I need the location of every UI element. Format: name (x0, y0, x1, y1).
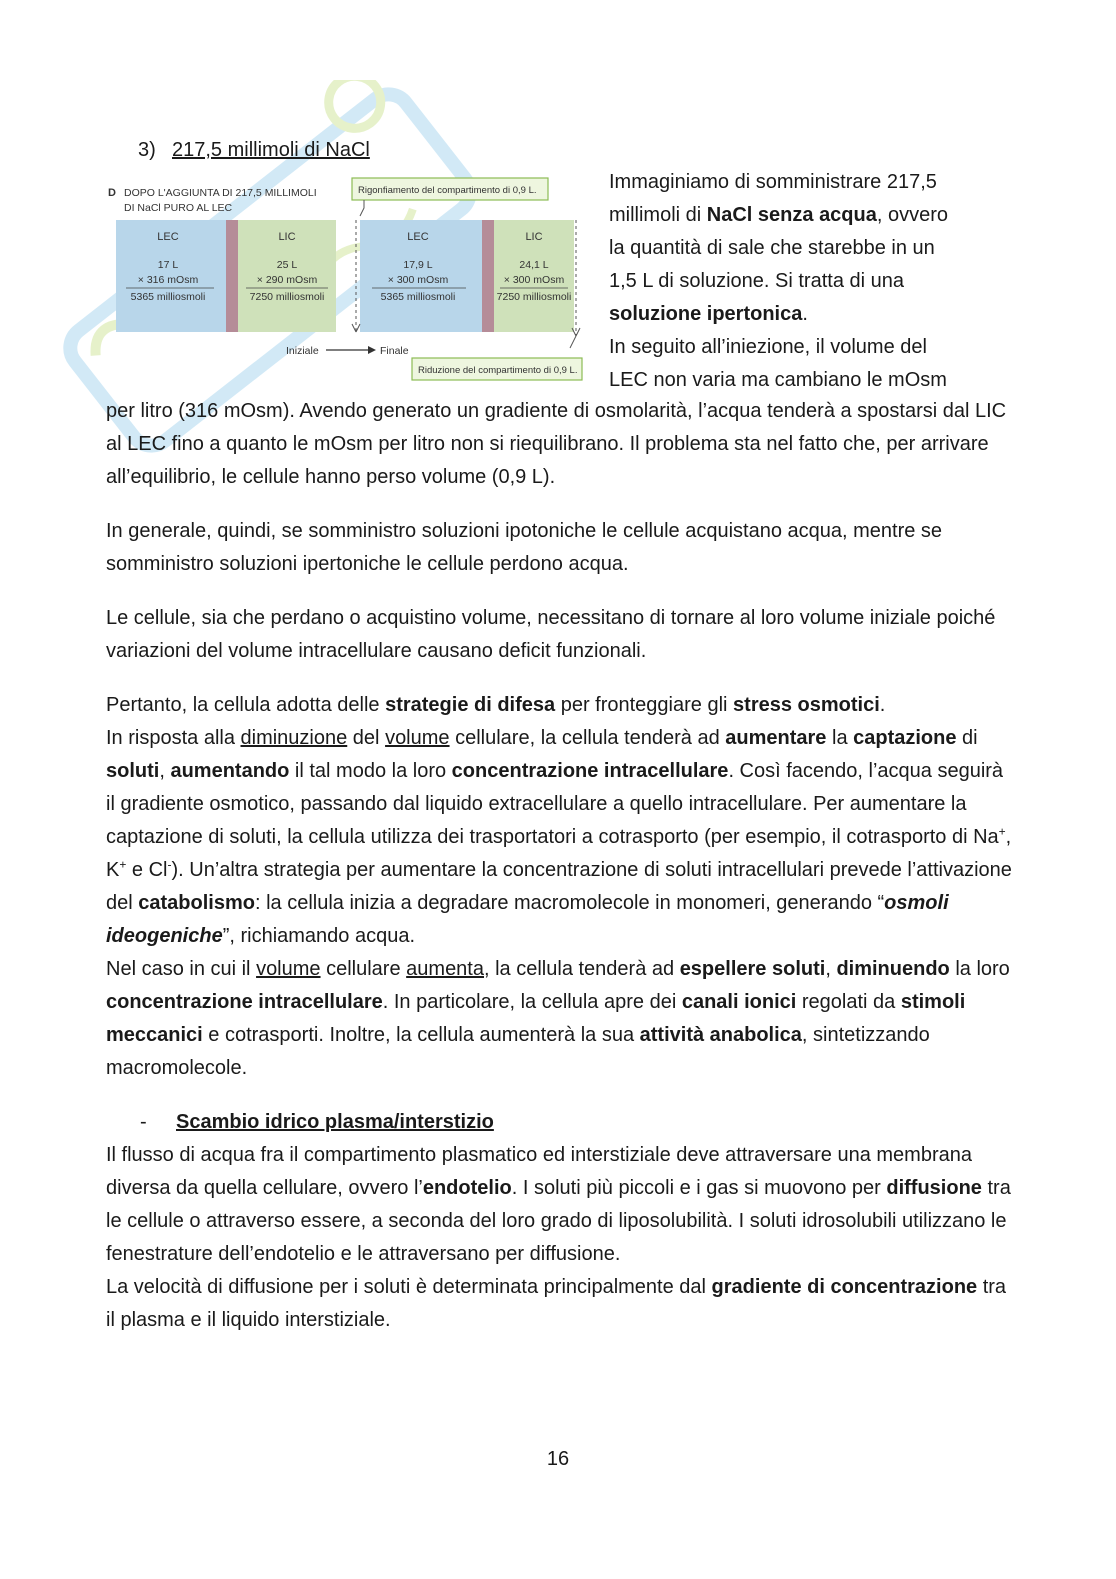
figure-label: D (108, 187, 116, 199)
text-span: e Cl (126, 859, 168, 881)
top-note-pointer (360, 200, 364, 216)
bold-strategie: strategie di difesa (385, 694, 556, 716)
underline-volume: volume (256, 958, 321, 980)
bold-stimoli: stimoli meccanici (106, 991, 966, 1046)
side-line-2 (609, 199, 1009, 232)
side-line-6: In seguito all’iniezione, il volume del (609, 336, 927, 358)
text-span: tra il plasma e il liquido interstiziale. (106, 1276, 1007, 1331)
final-lec-volume: 17,9 L (403, 259, 433, 271)
text-span: del (347, 727, 386, 749)
paragraph-strategies (106, 689, 1016, 722)
bold-catabolismo: catabolismo (138, 892, 255, 914)
bottom-note-text: Riduzione del compartimento di 0,9 L. (418, 365, 578, 376)
initial-lic-total: 7250 milliosmoli (249, 291, 325, 303)
text-span: per fronteggiare gli (555, 694, 734, 716)
text-span: cellulare (320, 958, 407, 980)
text-span: e cotrasporti. Inoltre, la cellula aumenterà la sua (202, 1024, 640, 1046)
initial-lic-volume: 25 L (276, 259, 298, 271)
side-line-1: Immaginiamo di somministrare 217,5 (609, 171, 937, 193)
bold-espellere: espellere soluti (679, 958, 826, 980)
progress-arrow-head (368, 346, 376, 354)
bold-diminuendo: diminuendo (836, 958, 950, 980)
underline-aumenta: aumenta (406, 958, 484, 980)
bold-stress: stress osmotici (733, 694, 880, 716)
final-lic-total: 7250 milliosmoli (496, 291, 572, 303)
bold-gradiente: gradiente di concentrazione (711, 1276, 978, 1298)
final-lic-osm: × 300 mOsm (503, 274, 565, 286)
bold-concentrazione: concentrazione intracellulare (106, 991, 383, 1013)
text-span: La velocità di diffusione per i soluti è determinata principalmente dal (106, 1276, 712, 1298)
initial-lic-name: LIC (278, 231, 296, 243)
bold-italic-osmoli: osmoli ideogeniche (106, 892, 949, 947)
bullet-dash: - (140, 1111, 147, 1133)
final-lec-total: 5365 milliosmoli (380, 291, 456, 303)
page-number: 16 (546, 1448, 570, 1470)
text-span: il tal modo la loro (289, 760, 452, 782)
initial-lec-volume: 17 L (157, 259, 179, 271)
main-body (106, 395, 1016, 1337)
text-span: , (159, 760, 171, 782)
text-span: . (879, 694, 886, 716)
text-span: ”, richiamando acqua. (222, 925, 416, 947)
bold-captazione: captazione (853, 727, 957, 749)
final-membrane (482, 220, 494, 332)
bullet-heading (106, 1106, 1016, 1139)
top-note-text: Rigonfiamento del compartimento di 0,9 L. (358, 185, 537, 196)
text-span: di (956, 727, 978, 749)
text-span: la loro (949, 958, 1010, 980)
final-label: Finale (380, 345, 409, 357)
side-line-3: la quantità di sale che starebbe in un (609, 237, 935, 259)
heading-number: 3) (138, 139, 156, 161)
paragraph-velocity (106, 1271, 1016, 1337)
text-span: Pertanto, la cellula adotta delle (106, 694, 386, 716)
initial-lec-total: 5365 milliosmoli (130, 291, 206, 303)
text-span: , la cellula tenderà ad (484, 958, 680, 980)
final-lec-name: LEC (407, 231, 429, 243)
paragraph-increase (106, 953, 1016, 1085)
side-text-span: . (802, 303, 808, 325)
paragraph-endothelium (106, 1139, 1016, 1271)
bullet-title: Scambio idrico plasma/interstizio (176, 1111, 494, 1133)
text-span: . Così facendo, l’acqua seguirà il gradiente osmotico, passando dal liquido extracellulare a quello intracellulare. Per aumentare la captazione di soluti, la cellula utilizza dei trasportatori a cotrasporto (per esempio, il cotrasporto di Na (106, 760, 1004, 848)
text-span: : la cellula inizia a degradare macromolecole in monomeri, generando “ (254, 892, 885, 914)
underline-diminuzione: diminuzione (240, 727, 348, 749)
bold-concentrazione: concentrazione intracellulare (451, 760, 729, 782)
final-lic-name: LIC (525, 231, 543, 243)
figure-caption-line2: DI NaCl PURO AL LEC (124, 202, 233, 214)
initial-lic-osm: × 290 mOsm (256, 274, 318, 286)
initial-label: Iniziale (286, 345, 319, 357)
superscript: - (167, 857, 172, 872)
bottom-note-pointer (570, 336, 576, 348)
initial-lec-osm: × 316 mOsm (137, 274, 199, 286)
side-paragraph (609, 166, 1009, 397)
figure-caption-line1: DOPO L'AGGIUNTA DI 217,5 MILLIMOLI (124, 187, 317, 199)
bold-soluti: soluti (106, 760, 160, 782)
osmosis-figure (106, 176, 590, 388)
bold-endotelio: endotelio (422, 1177, 512, 1199)
section-heading (138, 136, 370, 164)
text-span: tra le cellule o attraverso essere, a seconda del loro grado di liposolubilità. I soluti idrosolubili utilizzano le fenestrature dell’endotelio e le attraversano per diffusione. (106, 1177, 1011, 1265)
text-span: . In particolare, la cellula apre dei (382, 991, 682, 1013)
side-line-7: LEC non varia ma cambiano le mOsm (609, 369, 947, 391)
bold-aumentare: aumentare (725, 727, 827, 749)
paragraph-cells: Le cellule, sia che perdano o acquistino volume, necessitano di tornare al loro volume iniziale poiché variazioni del volume intracellulare causano deficit funzionali. (106, 607, 996, 662)
text-span: ). Un’altra strategia per aumentare la concentrazione di soluti intracellulari prevede l’attivazione del (106, 859, 1012, 914)
paragraph-decrease (106, 722, 1016, 953)
superscript: + (119, 857, 127, 872)
text-span: In risposta alla (106, 727, 241, 749)
side-text-span: , ovvero (876, 204, 949, 226)
text-span: Il flusso di acqua fra il compartimento plasmatico ed interstiziale deve attraversare una membrana diversa da quella cellulare, ovvero l’ (106, 1144, 972, 1199)
heading-title: 217,5 millimoli di NaCl (172, 139, 370, 161)
text-span: la (826, 727, 854, 749)
text-span: , sintetizzando macromolecole. (106, 1024, 930, 1079)
final-lec-osm: × 300 mOsm (387, 274, 449, 286)
bold-soluzione-ipertonica: soluzione ipertonica (609, 303, 803, 325)
text-span: cellulare, la cellula tenderà ad (449, 727, 726, 749)
initial-membrane (226, 220, 238, 332)
text-span: , (825, 958, 837, 980)
underline-volume: volume (385, 727, 450, 749)
text-span: . I soluti più piccoli e i gas si muovono per (511, 1177, 887, 1199)
bold-nacl: NaCl senza acqua (706, 204, 877, 226)
side-line-4: 1,5 L di soluzione. Si tratta di una (609, 270, 904, 292)
text-span: Nel caso in cui il (106, 958, 257, 980)
paragraph-general: In generale, quindi, se somministro soluzioni ipotoniche le cellule acquistano acqua, mentre se somministro soluzioni ipertoniche le cellule perdono acqua. (106, 520, 943, 575)
side-line-5 (609, 298, 1009, 331)
superscript: + (998, 824, 1006, 839)
initial-lec-name: LEC (157, 231, 179, 243)
paragraph-continuation: per litro (316 mOsm). Avendo generato un gradiente di osmolarità, l’acqua tenderà a spostarsi dal LIC al LEC fino a quanto le mOsm per litro non si riequilibrano. Il problema sta nel fatto che, per arrivare all’equilibrio, le cellule hanno perso volume (0,9 L). (106, 400, 1007, 488)
bold-anabolica: attività anabolica (639, 1024, 802, 1046)
bold-canali: canali ionici (681, 991, 797, 1013)
final-lic-volume: 24,1 L (519, 259, 549, 271)
side-text-span: millimoli di (609, 204, 707, 226)
bold-aumentando: aumentando (170, 760, 290, 782)
text-span: , K (106, 826, 1012, 881)
text-span: regolati da (796, 991, 901, 1013)
bold-diffusione: diffusione (886, 1177, 982, 1199)
